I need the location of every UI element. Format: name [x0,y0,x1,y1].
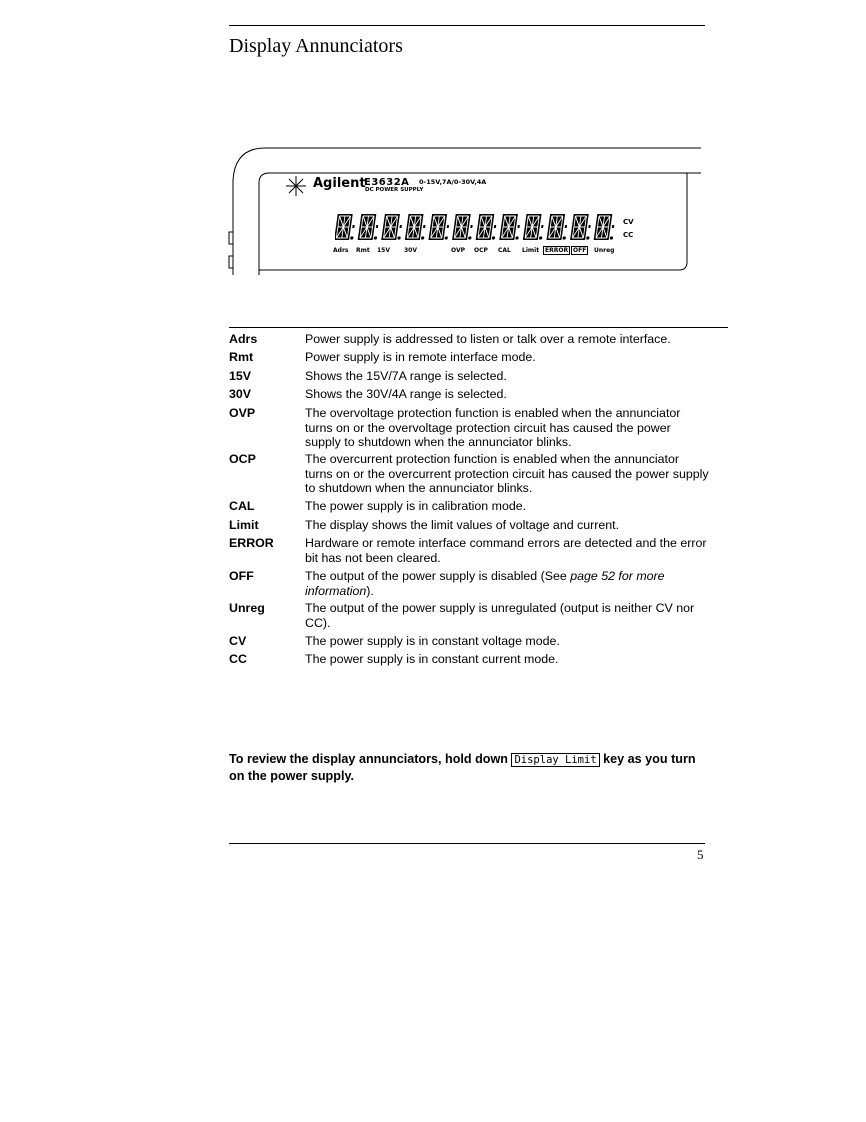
display-digit [381,214,404,240]
definition-desc [305,569,709,598]
definition-term: Limit [229,518,259,532]
cal-annunciator: CAL [498,247,511,254]
page-number: 5 [697,847,704,862]
review-note [229,752,714,784]
definition-term: CC [229,652,247,666]
page-reference: page 52 for more information [305,569,665,598]
definition-desc: The overvoltage protection function is enabled when the annunciator turns on or the overvoltage protection circuit has caused the power supply to shutdown when the annunciator blinks. [305,406,681,449]
ocp-annunciator: OCP [474,247,488,254]
unreg-annunciator: Unreg [594,247,615,254]
segment-digits [335,212,620,244]
15v-annunciator: 15V [377,247,390,254]
definition-term: OVP [229,406,256,420]
display-digit [594,214,617,240]
definition-term: Adrs [229,332,258,346]
cc-annunciator: CC [623,231,634,239]
definition-desc: The output of the power supply is unregulated (output is neither CV nor CC). [305,601,695,630]
definition-desc: Power supply is in remote interface mode. [305,350,536,364]
agilent-logo-icon [286,176,306,196]
definition-desc: The power supply is in calibration mode. [305,499,527,513]
definition-term: Unreg [229,601,265,615]
definition-desc-post: ). [366,583,374,598]
page-title: Display Annunciators [229,35,403,57]
definition-term: CV [229,634,247,648]
model-number: E3632A [364,177,410,188]
definition-term: OFF [229,569,254,583]
definition-term: ERROR [229,536,274,550]
ovp-annunciator: OVP [451,247,465,254]
front-panel-outline [225,140,715,280]
definition-desc: The display shows the limit values of voltage and current. [305,518,620,532]
definition-desc: The power supply is in constant current mode. [305,652,559,666]
table-top-rule [229,327,728,328]
definition-term: OCP [229,452,256,466]
segment-display [335,212,620,244]
cv-annunciator: CV [623,218,634,226]
bottom-rule [229,843,705,844]
display-digit [428,214,451,240]
front-panel-illustration [225,140,715,280]
note-text-pre: To review the display annunciators, hold down [229,752,508,766]
display-digit [335,214,357,240]
display-digit [405,214,428,240]
adrs-annunciator: Adrs [333,247,349,254]
note-text-post: key as you turn on the power supply. [229,752,696,783]
display-digit [476,214,499,240]
definition-desc: Shows the 30V/4A range is selected. [305,387,507,401]
display-digit [570,214,593,240]
display-digit [499,214,522,240]
definition-desc: Power supply is addressed to listen or talk over a remote interface. [305,332,671,346]
model-range: 0-15V,7A/0-30V,4A [419,178,487,186]
definition-term: 30V [229,387,252,401]
off-annunciator: OFF [573,247,587,254]
display-limit-key: Display Limit [511,753,599,767]
definition-desc: Shows the 15V/7A range is selected. [305,369,507,383]
error-annunciator: ERROR [545,247,569,254]
definition-desc: The overcurrent protection function is enabled when the annunciator turns on or the overcurrent protection circuit has caused the power supply to shutdown when the annunciator blinks. [305,452,709,495]
model-subtitle: DC POWER SUPPLY [365,187,424,193]
display-digit [523,214,546,240]
definition-term: CAL [229,499,255,513]
display-digit [452,214,475,240]
definition-desc: The power supply is in constant voltage mode. [305,634,560,648]
display-digit [358,214,381,240]
definition-term: Rmt [229,350,254,364]
limit-annunciator: Limit [522,247,540,254]
definition-desc-pre: The output of the power supply is disabled (See [305,569,571,583]
30v-annunciator: 30V [404,247,417,254]
brand-logo: Agilent [313,176,366,191]
rmt-annunciator: Rmt [356,247,370,254]
display-digit [546,214,569,240]
top-rule [229,25,705,26]
definition-term: 15V [229,369,252,383]
definition-desc: Hardware or remote interface command errors are detected and the error bit has not been cleared. [305,536,707,565]
